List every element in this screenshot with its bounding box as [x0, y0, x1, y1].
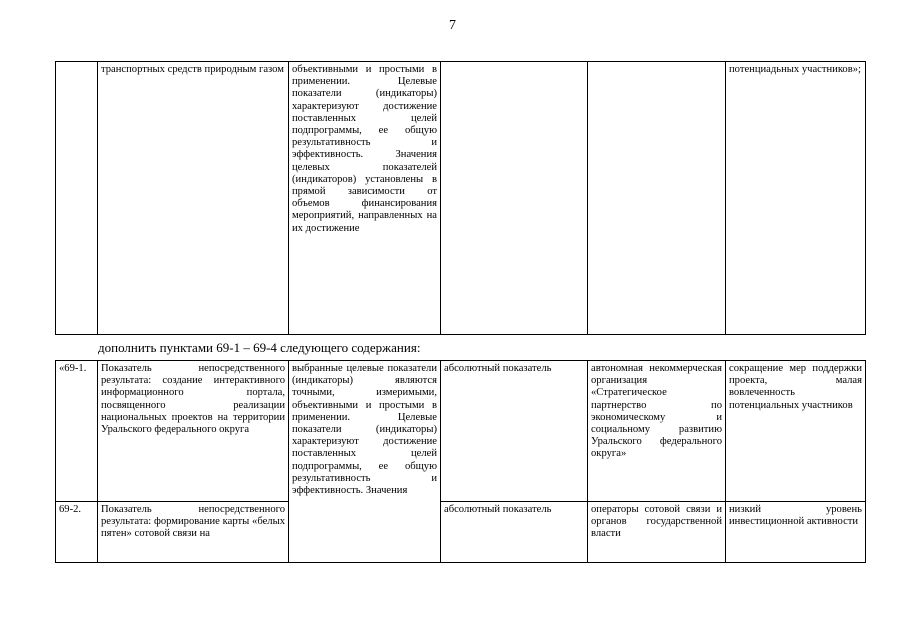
cell-number: 69-2.	[56, 502, 98, 563]
page-number: 7	[449, 18, 456, 33]
cell-indicator-name: Показатель непосредственного результата: создание интерактивного информационного портала, посвященного реализации национальных проектов на территории Уральского федерального округа	[98, 361, 289, 502]
cell-indicator-type: абсолютный показатель	[441, 502, 588, 563]
cell-responsible	[588, 62, 726, 335]
cell-number	[56, 62, 98, 335]
table-row	[56, 502, 866, 563]
cell-risks: потенциадьных участников»;	[726, 62, 866, 335]
cell-indicator-name: Показатель непосредственного результата: формирование карты «белых пятен» сотовой связи на	[98, 502, 289, 563]
cell-risks: сокращение мер поддержки проекта, малая вовлеченность потенциальных участников	[726, 361, 866, 502]
section-note: дополнить пунктами 69-1 – 69-4 следующего содержания:	[98, 340, 421, 355]
cell-indicator-type	[441, 62, 588, 335]
table-row	[56, 361, 866, 502]
table-row	[56, 62, 866, 335]
cell-justification: объективными и простыми в применении. Целевые показатели (индикаторы) характеризуют достижение поставленных целей подпрограммы, ее общую результативность и эффективность. Значения целевых показателей (индикаторов) установлены в прямой зависимости от объемов финансирования мероприятий, направленных на их достижение	[289, 62, 441, 335]
cell-responsible: автономная некоммерческая организация «Стратегическое партнерство по экономическому и социальному развитию Уральского федерального округа»	[588, 361, 726, 502]
cell-justification: выбранные целевые показатели (индикаторы) являются точными, измеримыми, объективными и простыми в применении. Целевые показатели (индикаторы) характеризуют достижение поставленных целей подпрограммы, ее общую результативность и эффективность. Значения	[289, 361, 441, 563]
cell-indicator-type: абсолютный показатель	[441, 361, 588, 502]
cell-number: «69-1.	[56, 361, 98, 502]
cell-indicator-name: транспортных средств природным газом	[98, 62, 289, 335]
continued-table	[55, 61, 866, 335]
cell-responsible: операторы сотовой связи и органов государственной власти	[588, 502, 726, 563]
added-items-table	[55, 360, 866, 563]
cell-risks: низкий уровень инвестиционной активности	[726, 502, 866, 563]
